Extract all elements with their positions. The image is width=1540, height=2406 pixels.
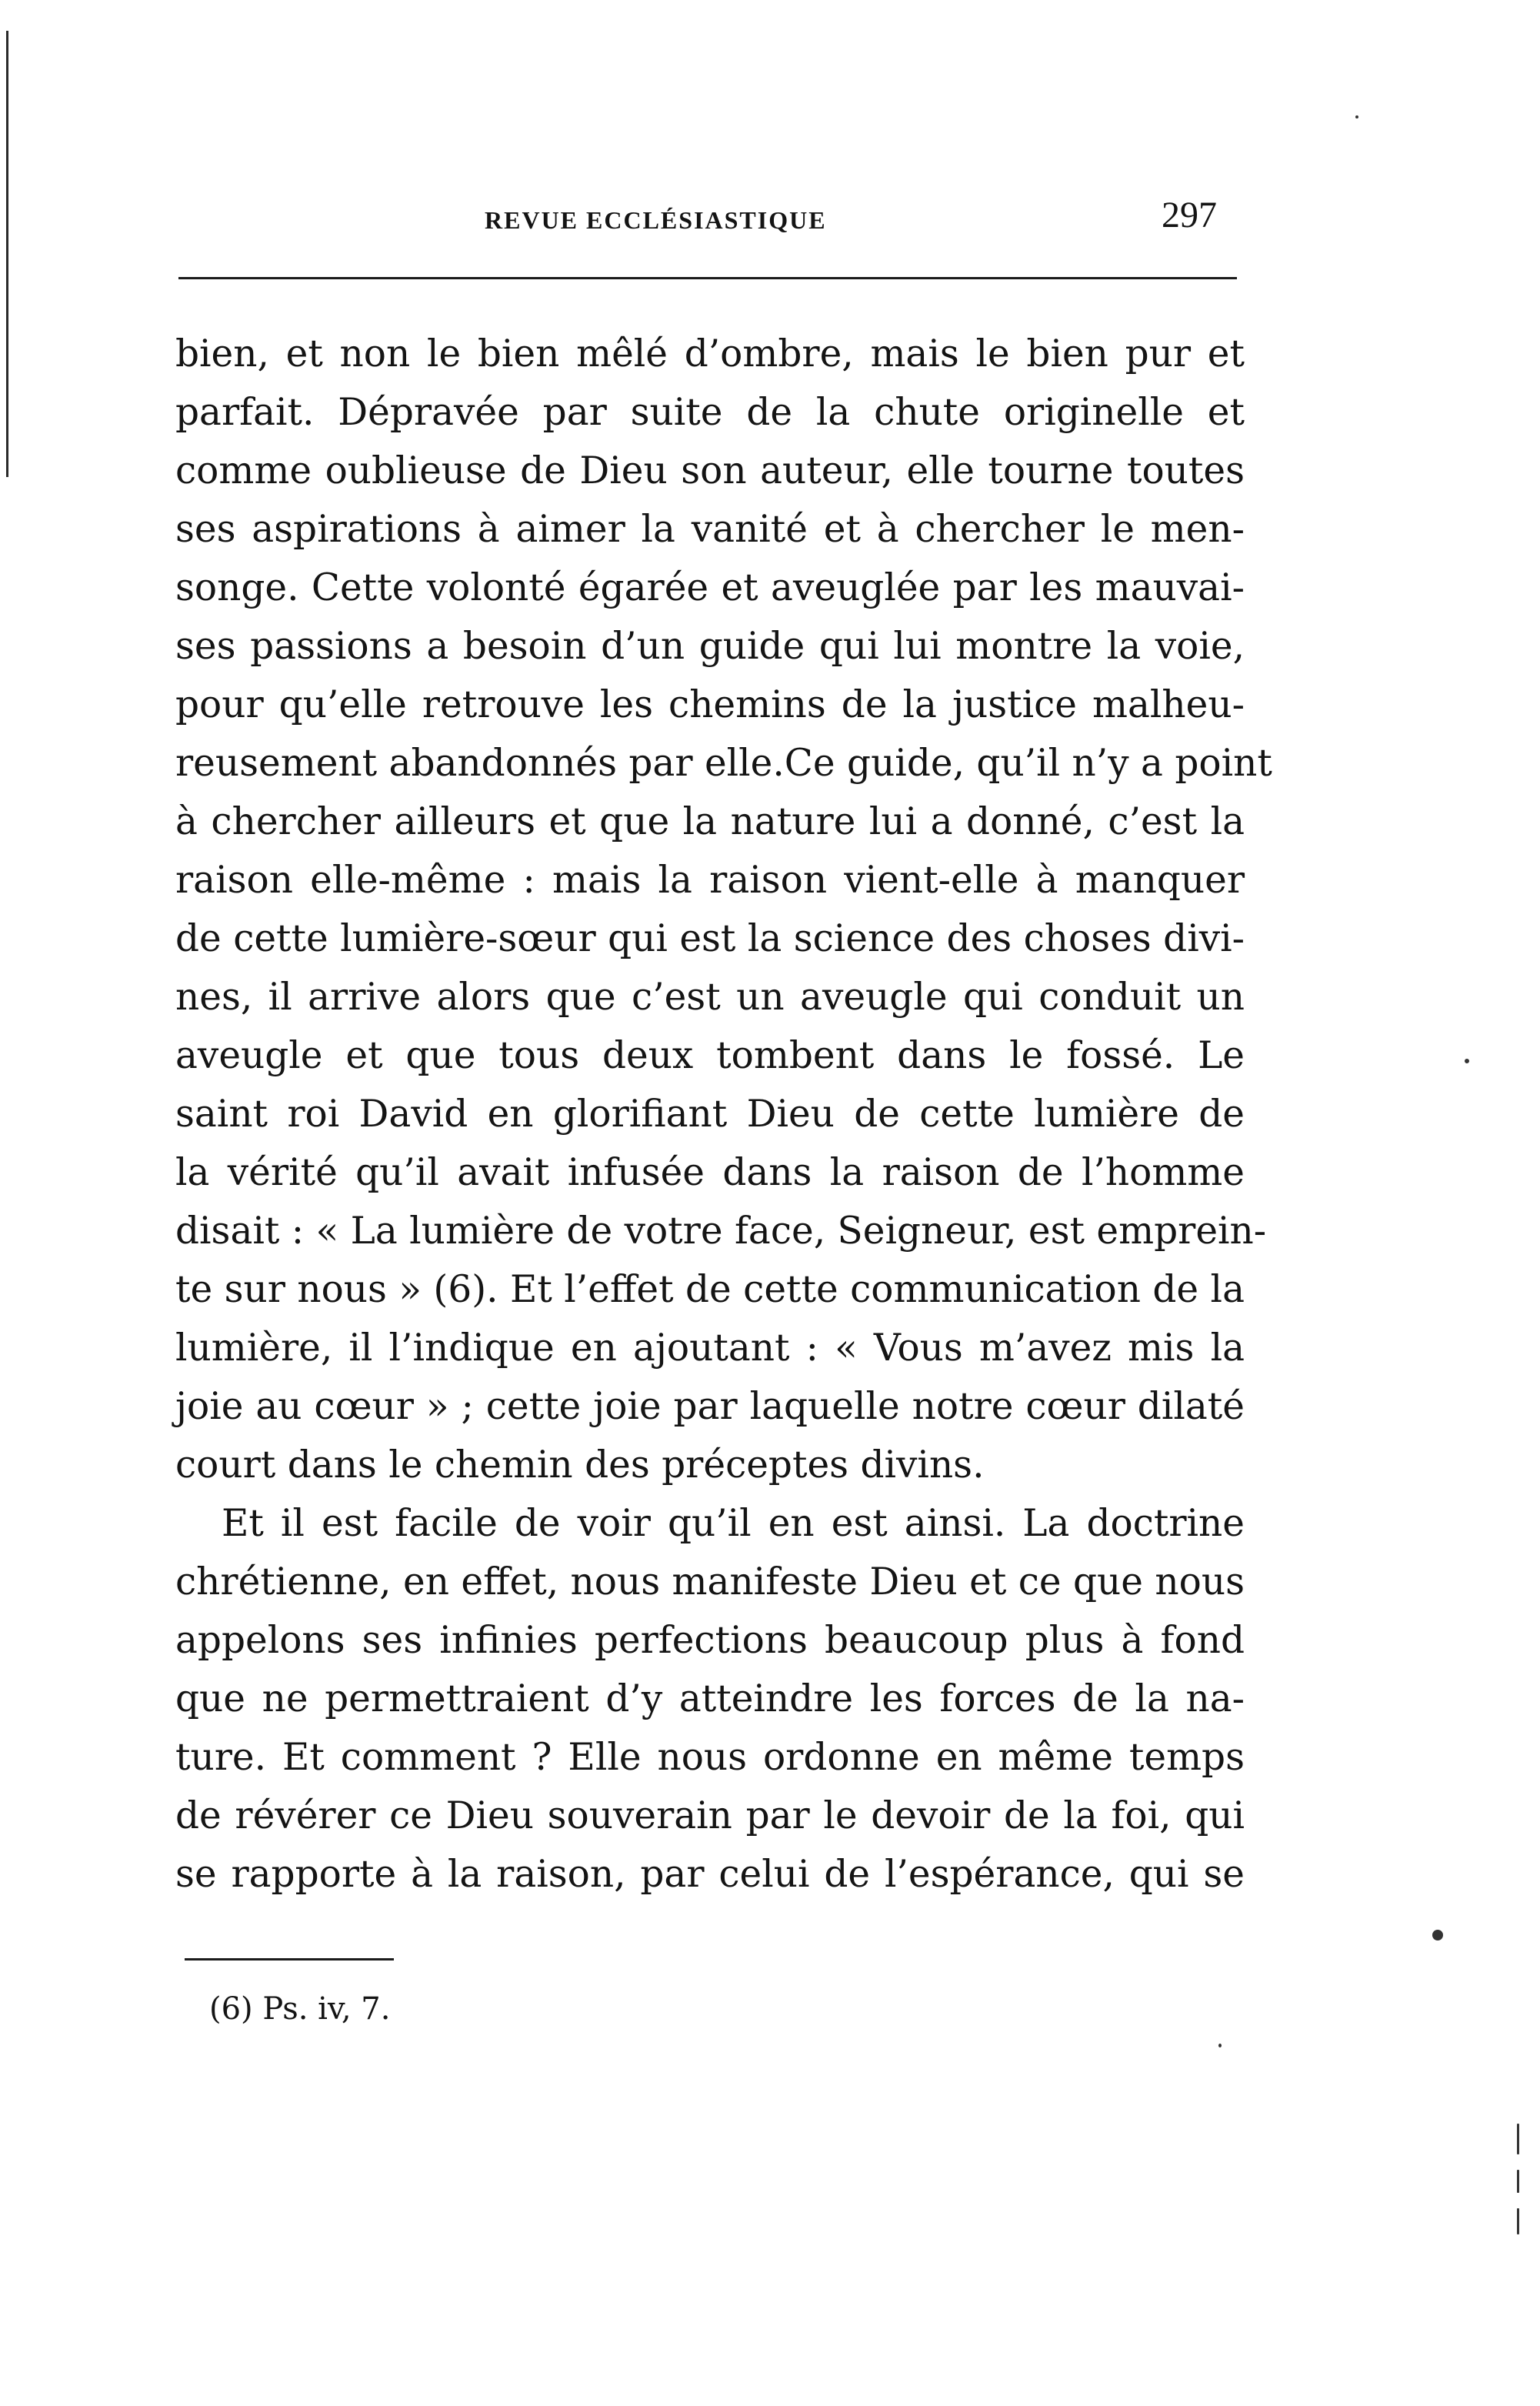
text-line: appelons ses infinies perfections beaucoup plus à fond: [175, 1619, 1245, 1662]
text-line: reusement abandonnés par elle.Ce guide, qu’il n’y a point: [175, 742, 1272, 785]
text-line: songe. Cette volonté égarée et aveuglée par les mauvai-: [175, 566, 1245, 609]
text-line: ses aspirations à aimer la vanité et à chercher le men-: [175, 508, 1245, 551]
running-title: REVUE ECCLÉSIASTIQUE: [485, 206, 827, 234]
paragraph-2: [175, 1494, 1245, 1904]
text-line: nes, il arrive alors que c’est un aveugle qui conduit un: [175, 976, 1245, 1019]
text-line: ture. Et comment ? Elle nous ordonne en même temps: [175, 1736, 1245, 1779]
scan-speck: [1218, 2044, 1222, 2047]
page-edge-line: [6, 31, 8, 477]
footnote: (6) Ps. iv, 7.: [209, 1991, 391, 2027]
page-number: 297: [1162, 195, 1217, 235]
scan-speck: [1517, 2208, 1519, 2234]
scan-speck: [1517, 2170, 1519, 2193]
scan-speck: [1432, 1930, 1443, 1940]
text-line: à chercher ailleurs et que la nature lui a donné, c’est la: [175, 800, 1245, 843]
text-line: aveugle et que tous deux tombent dans le fossé. Le: [175, 1034, 1245, 1077]
text-line: bien, et non le bien mêlé d’ombre, mais le bien pur et: [175, 332, 1245, 375]
scan-speck: [1517, 2124, 1519, 2154]
text-line: disait : « La lumière de votre face, Seigneur, est emprein-: [175, 1210, 1267, 1253]
text-line: la vérité qu’il avait infusée dans la raison de l’homme: [175, 1151, 1245, 1194]
scan-speck: [1465, 1059, 1469, 1063]
text-line: comme oublieuse de Dieu son auteur, elle tourne toutes: [175, 449, 1245, 492]
text-line: parfait. Dépravée par suite de la chute originelle et: [175, 391, 1245, 434]
scan-speck: [1355, 115, 1358, 118]
text-line: te sur nous » (6). Et l’effet de cette communication de la: [175, 1268, 1245, 1311]
text-line: que ne permettraient d’y atteindre les forces de la na-: [175, 1677, 1245, 1720]
text-line: saint roi David en glorifiant Dieu de cette lumière de: [175, 1093, 1245, 1136]
text-line: Et il est facile de voir qu’il en est ainsi. La doctrine: [222, 1502, 1245, 1545]
text-line: pour qu’elle retrouve les chemins de la justice malheu-: [175, 683, 1245, 726]
text-line: lumière, il l’indique en ajoutant : « Vous m’avez mis la: [175, 1326, 1245, 1370]
paragraph-1: [175, 325, 1272, 1494]
text-line: de révérer ce Dieu souverain par le devoir de la foi, qui: [175, 1794, 1245, 1837]
text-line: se rapporte à la raison, par celui de l’espérance, qui se: [175, 1853, 1245, 1896]
footnote-rule: [185, 1958, 394, 1961]
text-line: de cette lumière-sœur qui est la science des choses divi-: [175, 917, 1245, 960]
text-line: joie au cœur » ; cette joie par laquelle notre cœur dilaté: [175, 1385, 1245, 1428]
body-text: [175, 325, 1272, 1904]
text-line: raison elle-même : mais la raison vient-elle à manquer: [175, 859, 1245, 902]
header-rule: [178, 277, 1237, 279]
text-line: chrétienne, en effet, nous manifeste Dieu et ce que nous: [175, 1560, 1245, 1603]
text-line: court dans le chemin des préceptes divins.: [175, 1443, 985, 1487]
text-line: ses passions a besoin d’un guide qui lui montre la voie,: [175, 625, 1245, 668]
